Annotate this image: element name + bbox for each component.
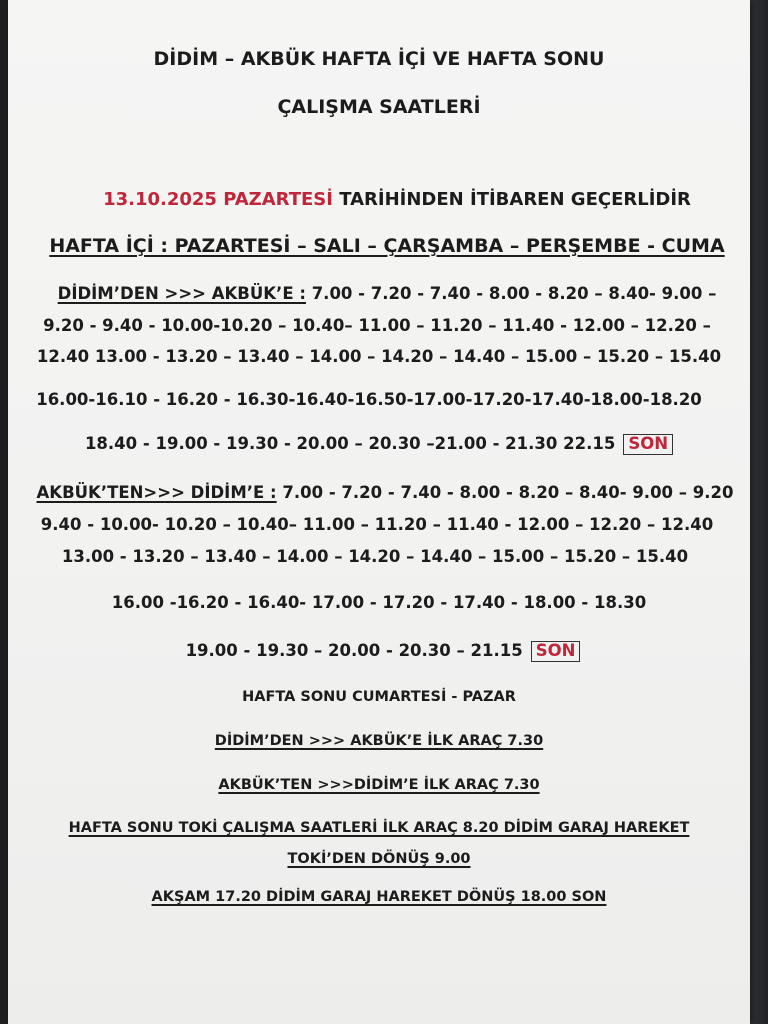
- akbuk-to-didim-line-1: [14, 483, 756, 502]
- akbuk-to-didim-line-2: 9.40 - 10.00- 10.20 – 10.40– 11.00 – 11.20 – 11.40 - 12.00 – 12.20 – 12.40: [40, 515, 714, 534]
- weekend-didim-first: DİDİM’DEN >>> AKBÜK’E İLK ARAÇ 7.30: [214, 733, 544, 749]
- weekend-akbuk-first: AKBÜK’TEN >>>DİDİM’E İLK ARAÇ 7.30: [218, 777, 540, 793]
- didim-to-akbuk-son-badge: SON: [623, 434, 673, 455]
- schedule-paper: [8, 0, 750, 1024]
- validity-line: [26, 189, 768, 210]
- akbuk-to-didim-label: AKBÜK’TEN>>> DİDİM’E :: [36, 483, 277, 502]
- akbuk-to-didim-son-badge: SON: [531, 641, 581, 662]
- didim-to-akbuk-line-4: 16.00-16.10 - 16.20 - 16.30-16.40-16.50-17.00-17.20-17.40-18.00-18.20: [36, 390, 702, 409]
- akbuk-to-didim-times-1: 7.00 - 7.20 - 7.40 - 8.00 - 8.20 – 8.40- 9.00 – 9.20: [276, 483, 734, 502]
- title-line-1: DİDİM – AKBÜK HAFTA İÇİ VE HAFTA SONU: [153, 48, 605, 70]
- didim-to-akbuk-line-1: [16, 284, 758, 303]
- didim-to-akbuk-label: DİDİM’DEN >>> AKBÜK’E :: [57, 284, 306, 303]
- weekend-evening: AKŞAM 17.20 DİDİM GARAJ HAREKET DÖNÜŞ 18.00 SON: [151, 889, 607, 905]
- title-line-2: ÇALIŞMA SAATLERİ: [277, 96, 481, 118]
- weekend-toki-line-1: HAFTA SONU TOKİ ÇALIŞMA SAATLERİ İLK ARAÇ 8.20 DİDİM GARAJ HAREKET: [68, 820, 690, 836]
- akbuk-to-didim-times-5: 19.00 - 19.30 – 20.00 - 20.30 – 21.15: [185, 641, 523, 660]
- akbuk-to-didim-line-5: [12, 641, 754, 662]
- didim-to-akbuk-line-3: 12.40 13.00 - 13.20 – 13.40 – 14.00 – 14.20 – 14.40 – 15.00 – 15.20 – 15.40: [36, 347, 722, 366]
- didim-to-akbuk-line-2: 9.20 - 9.40 - 10.00-10.20 – 10.40– 11.00 – 11.20 – 11.40 - 12.00 – 12.20 –: [43, 316, 711, 335]
- weekend-toki-line-2: TOKİ’DEN DÖNÜŞ 9.00: [287, 851, 471, 867]
- akbuk-to-didim-line-3: 13.00 - 13.20 – 13.40 – 14.00 – 14.20 – 14.40 – 15.00 – 15.20 – 15.40: [61, 547, 689, 566]
- akbuk-to-didim-line-4: 16.00 -16.20 - 16.40- 17.00 - 17.20 - 17.40 - 18.00 - 18.30: [111, 593, 647, 612]
- weekday-header: HAFTA İÇİ : PAZARTESİ – SALI – ÇARŞAMBA – PERŞEMBE - CUMA: [49, 235, 725, 257]
- didim-to-akbuk-line-5: [8, 434, 750, 455]
- weekend-header: HAFTA SONU CUMARTESİ - PAZAR: [242, 689, 516, 705]
- didim-to-akbuk-times-5: 18.40 - 19.00 - 19.30 - 20.00 – 20.30 –21.00 - 21.30 22.15: [84, 434, 616, 453]
- validity-date: 13.10.2025 PAZARTESİ: [103, 189, 333, 210]
- validity-text: TARİHİNDEN İTİBAREN GEÇERLİDİR: [332, 189, 691, 210]
- didim-to-akbuk-times-1: 7.00 - 7.20 - 7.40 - 8.00 - 8.20 – 8.40- 9.00 –: [305, 284, 717, 303]
